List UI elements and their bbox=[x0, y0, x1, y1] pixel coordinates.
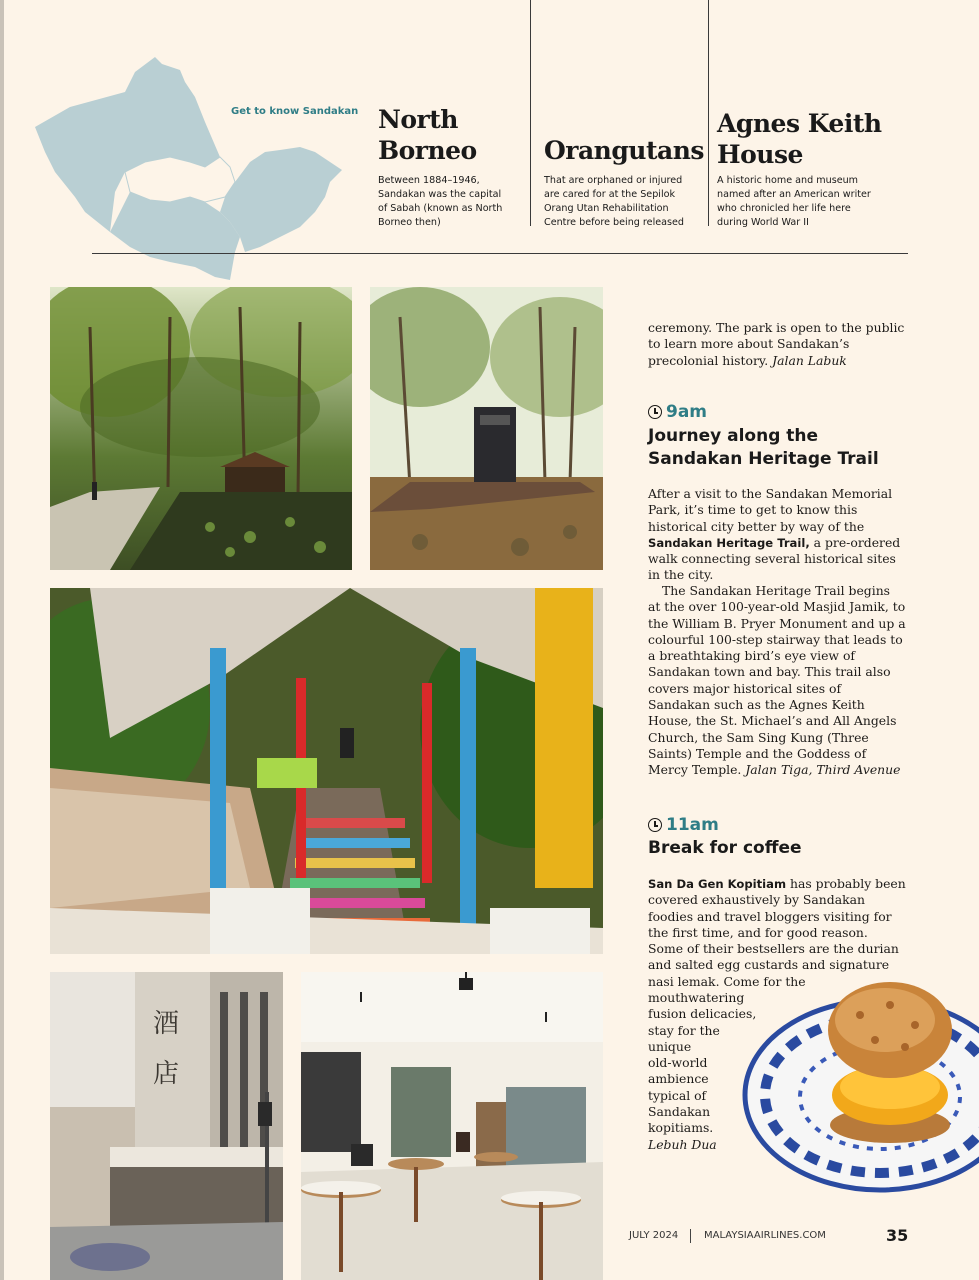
issue-date: JULY 2024 bbox=[629, 1230, 679, 1241]
fact-title-orangutans: Orangutans bbox=[544, 136, 704, 165]
coffee-paragraph: San Da Gen Kopitiam has probably been covered exhaustively by Sandakan foodies and travel bloggers visiting for the first time, and for good reason. Some of their bestsellers are the durian and salted egg custards and signature nasi lemak. Come for the bbox=[648, 876, 906, 989]
section-heading-heritage-trail: Journey along the Sandakan Heritage Trail bbox=[648, 426, 879, 469]
page-number: 35 bbox=[886, 1226, 909, 1245]
kopitiam-interior-photo bbox=[301, 972, 603, 1280]
page-edge bbox=[0, 0, 4, 1280]
cream-puff-plate-illustration bbox=[740, 975, 979, 1195]
time-9am: 9am bbox=[648, 402, 707, 422]
hotel-building-photo bbox=[50, 972, 283, 1280]
heritage-trail-paragraph-2: The Sandakan Heritage Trail begins at the over 100-year-old Masjid Jamik, to the William B. Pryer Monument and up a colourful 100-step stairway that leads to a breathtaking bird’s eye view of Sandakan town and bay. This trail also covers major historical sites of Sandakan such as the Agnes Keith House, the St. Michael’s and All Angels Church, the Sam Sing Kung (Three Saints) Temple and the Goddess of Mercy Temple. Jalan Tiga, Third Avenue bbox=[648, 583, 906, 778]
fact-desc-agnes-keith-house: A historic home and museum named after an American writer who chronicled her life here during World War II bbox=[717, 175, 871, 228]
coffee-paragraph-narrow: mouthwatering fusion delicacies, stay for the unique old-world ambience typical of Sandakan kopitiams. Lebuh Dua bbox=[648, 990, 757, 1152]
fact-desc-north-borneo: Between 1884–1946, Sandakan was the capital of Sabah (known as North Borneo then) bbox=[378, 175, 503, 228]
sandakan-map bbox=[30, 52, 350, 282]
clock-icon bbox=[648, 818, 662, 832]
heritage-stairway-photo bbox=[50, 588, 603, 954]
building-sign-char-2: 店 bbox=[153, 1059, 180, 1089]
column-divider bbox=[708, 0, 709, 226]
section-heading-coffee: Break for coffee bbox=[648, 838, 802, 858]
header-rule bbox=[92, 253, 908, 254]
column-divider bbox=[530, 0, 531, 226]
map-label: Get to know Sandakan bbox=[231, 106, 359, 117]
park-pond-photo bbox=[50, 287, 352, 570]
fact-title-north-borneo: North Borneo bbox=[378, 105, 477, 165]
heritage-trail-paragraph-1: After a visit to the Sandakan Memorial Park, it’s time to get to know this historical city better by way of the Sandakan Heritage Trail, a pre-ordered walk connecting several historical sites in the city. bbox=[648, 486, 901, 583]
time-11am: 11am bbox=[648, 815, 719, 835]
footer-divider bbox=[690, 1229, 691, 1243]
memorial-park-photo bbox=[370, 287, 603, 570]
website-url: MALAYSIAAIRLINES.COM bbox=[704, 1230, 826, 1241]
fact-desc-orangutans: That are orphaned or injured are cared for at the Sepilok Orang Utan Rehabilitation Centre before being released bbox=[544, 175, 685, 228]
fact-title-agnes-keith-house: Agnes Keith House bbox=[717, 109, 882, 169]
building-sign-char-1: 酒 bbox=[153, 1009, 180, 1039]
clock-icon bbox=[648, 405, 662, 419]
intro-paragraph: ceremony. The park is open to the public to learn more about Sandakan’s precolonial history. Jalan Labuk bbox=[648, 320, 905, 368]
